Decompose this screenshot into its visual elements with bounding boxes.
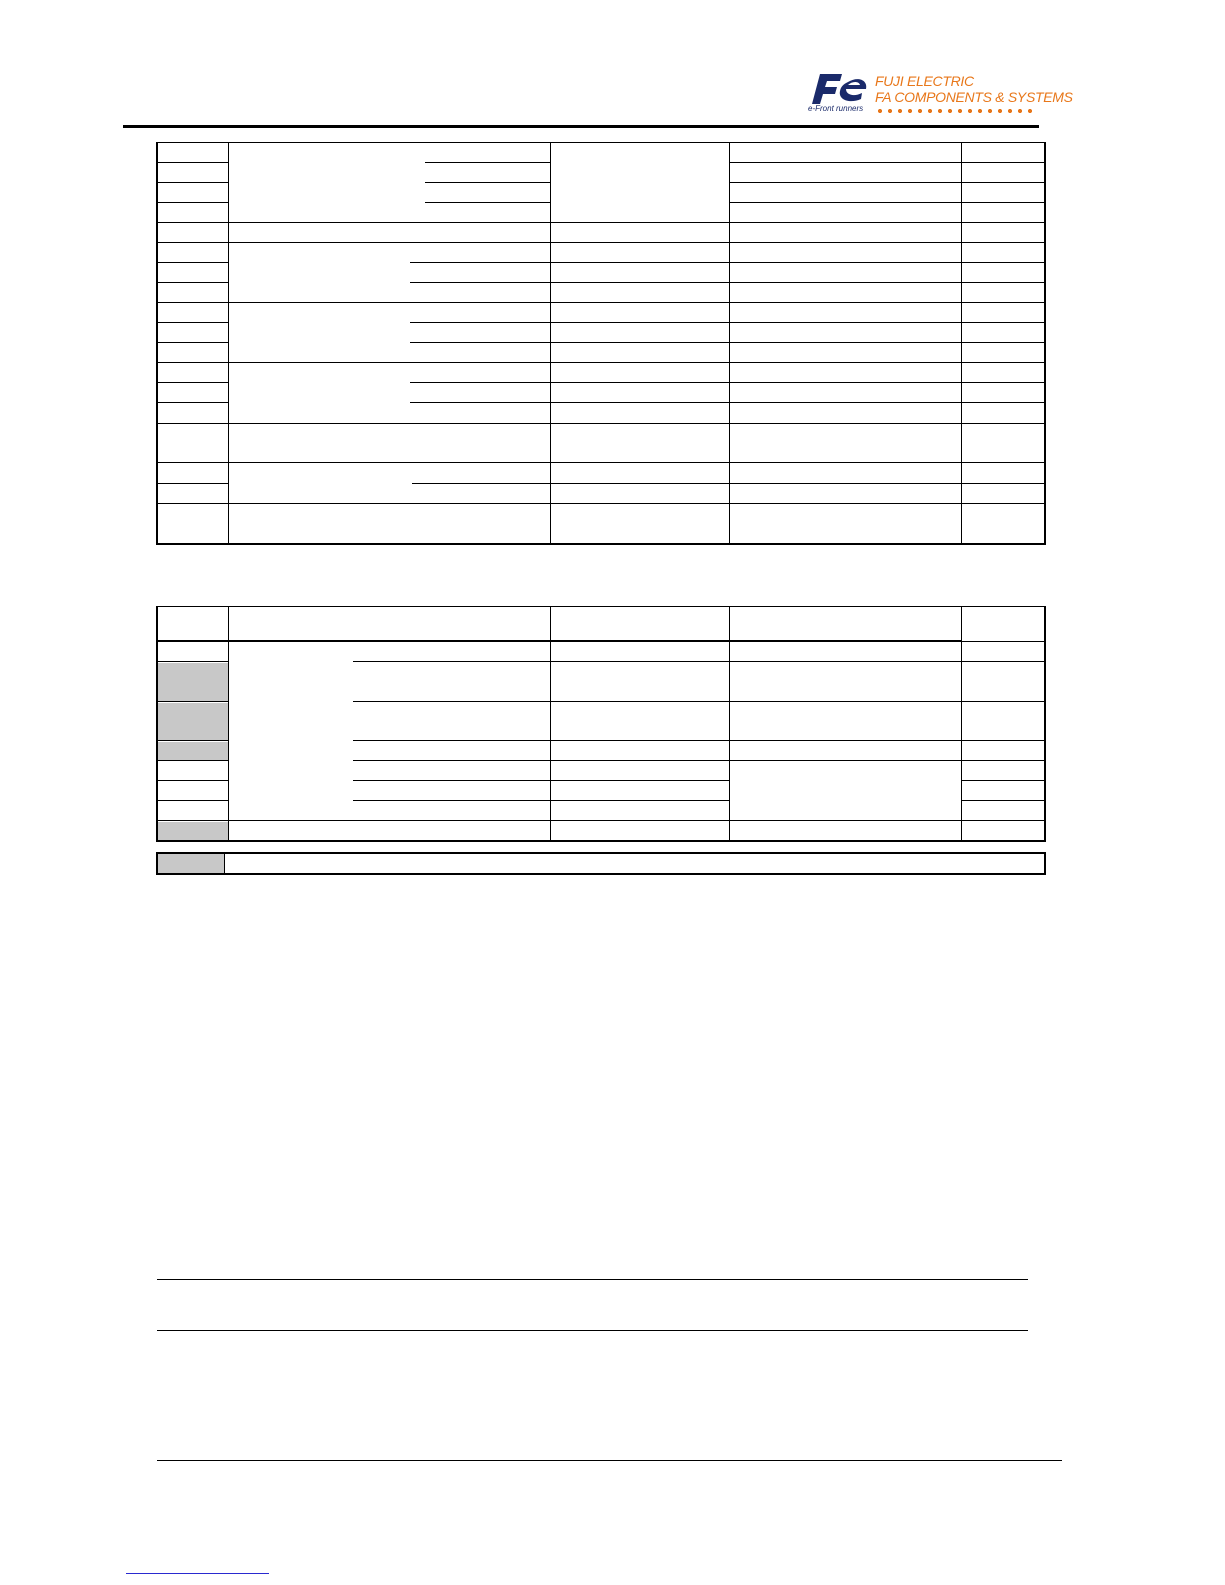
table1-row-line [412, 483, 1045, 484]
brand-dot-strip [875, 108, 1033, 114]
table1-row-line [425, 182, 550, 183]
table2-row-line [353, 760, 1045, 761]
table1-row-line [157, 222, 1045, 223]
table2-row-line [353, 701, 1045, 702]
table2-row-line [157, 740, 229, 741]
table2-border-top [157, 606, 1046, 607]
table1-row-line [729, 182, 1045, 183]
table1-row-line [157, 503, 1045, 504]
table1-row-line [157, 462, 1045, 463]
legend-swatch [158, 854, 224, 873]
table1-row-line [157, 402, 229, 403]
table1-row-line [425, 162, 550, 163]
table2-row-line [353, 661, 1045, 662]
table1-row-line [157, 202, 229, 203]
table2-row-line [961, 800, 1045, 801]
table1-row-line [157, 162, 229, 163]
table2-row-line [157, 820, 1045, 821]
table1-row-line [410, 282, 1045, 283]
brand-name [875, 73, 1073, 105]
table1-row-line [157, 302, 1045, 303]
legend-border-left [156, 852, 158, 875]
table2-shaded-cell [158, 822, 228, 840]
table1-row-line [157, 322, 229, 323]
table1-row-line [157, 483, 229, 484]
table2-row-line [353, 780, 730, 781]
table1-border-bottom [157, 543, 1046, 545]
table2-row-line [157, 760, 229, 761]
brand-line-2: FA COMPONENTS & SYSTEMS [875, 89, 1073, 105]
table2-shaded-cell [158, 742, 228, 760]
table1-row-line [157, 182, 229, 183]
table2-row-line [961, 780, 1045, 781]
table2-row-line [353, 740, 1045, 741]
fe-logo-icon [808, 70, 870, 106]
company-logo [808, 70, 1073, 118]
brand-tagline: e-Front runners [808, 104, 864, 113]
table2-border-bottom [157, 840, 1046, 842]
table1-row-line [410, 262, 1045, 263]
table1-row-line [157, 362, 1045, 363]
table1-row-line [157, 423, 1045, 424]
table2-header-rule [157, 640, 961, 642]
table2-shaded-cell [158, 663, 228, 701]
table1-row-line [157, 242, 1045, 243]
table1-row-line [729, 202, 1045, 203]
footer-rule [157, 1460, 1062, 1461]
table1-row-line [157, 342, 229, 343]
table2-header-rule [961, 641, 1045, 642]
table2-row-line [157, 780, 229, 781]
table1-row-line [410, 382, 1045, 383]
table1-row-line [410, 402, 1045, 403]
table1-row-line [425, 202, 550, 203]
table1-row-line [157, 282, 229, 283]
notes-rule-top [157, 1279, 1028, 1280]
table1-row-line [410, 342, 1045, 343]
notes-rule-bottom [157, 1330, 1028, 1331]
table2-shaded-cell [158, 703, 228, 740]
table1-border-top [157, 142, 1046, 143]
brand-line-1: FUJI ELECTRIC [875, 73, 974, 89]
legend-divider [224, 852, 225, 875]
legend-border-top [157, 852, 1046, 854]
table2-row-line [157, 701, 229, 702]
legend-border-right [1044, 852, 1046, 875]
legend-border-bottom [157, 873, 1046, 875]
table1-row-line [410, 322, 1045, 323]
table2-row-line [353, 800, 730, 801]
table1-row-line [729, 162, 1045, 163]
table1-row-line [157, 262, 229, 263]
table1-row-line [157, 382, 229, 383]
footer-link-underline[interactable] [126, 1573, 269, 1574]
table2-row-line [157, 800, 229, 801]
table2-row-line [157, 661, 229, 662]
header-rule [123, 125, 1039, 128]
